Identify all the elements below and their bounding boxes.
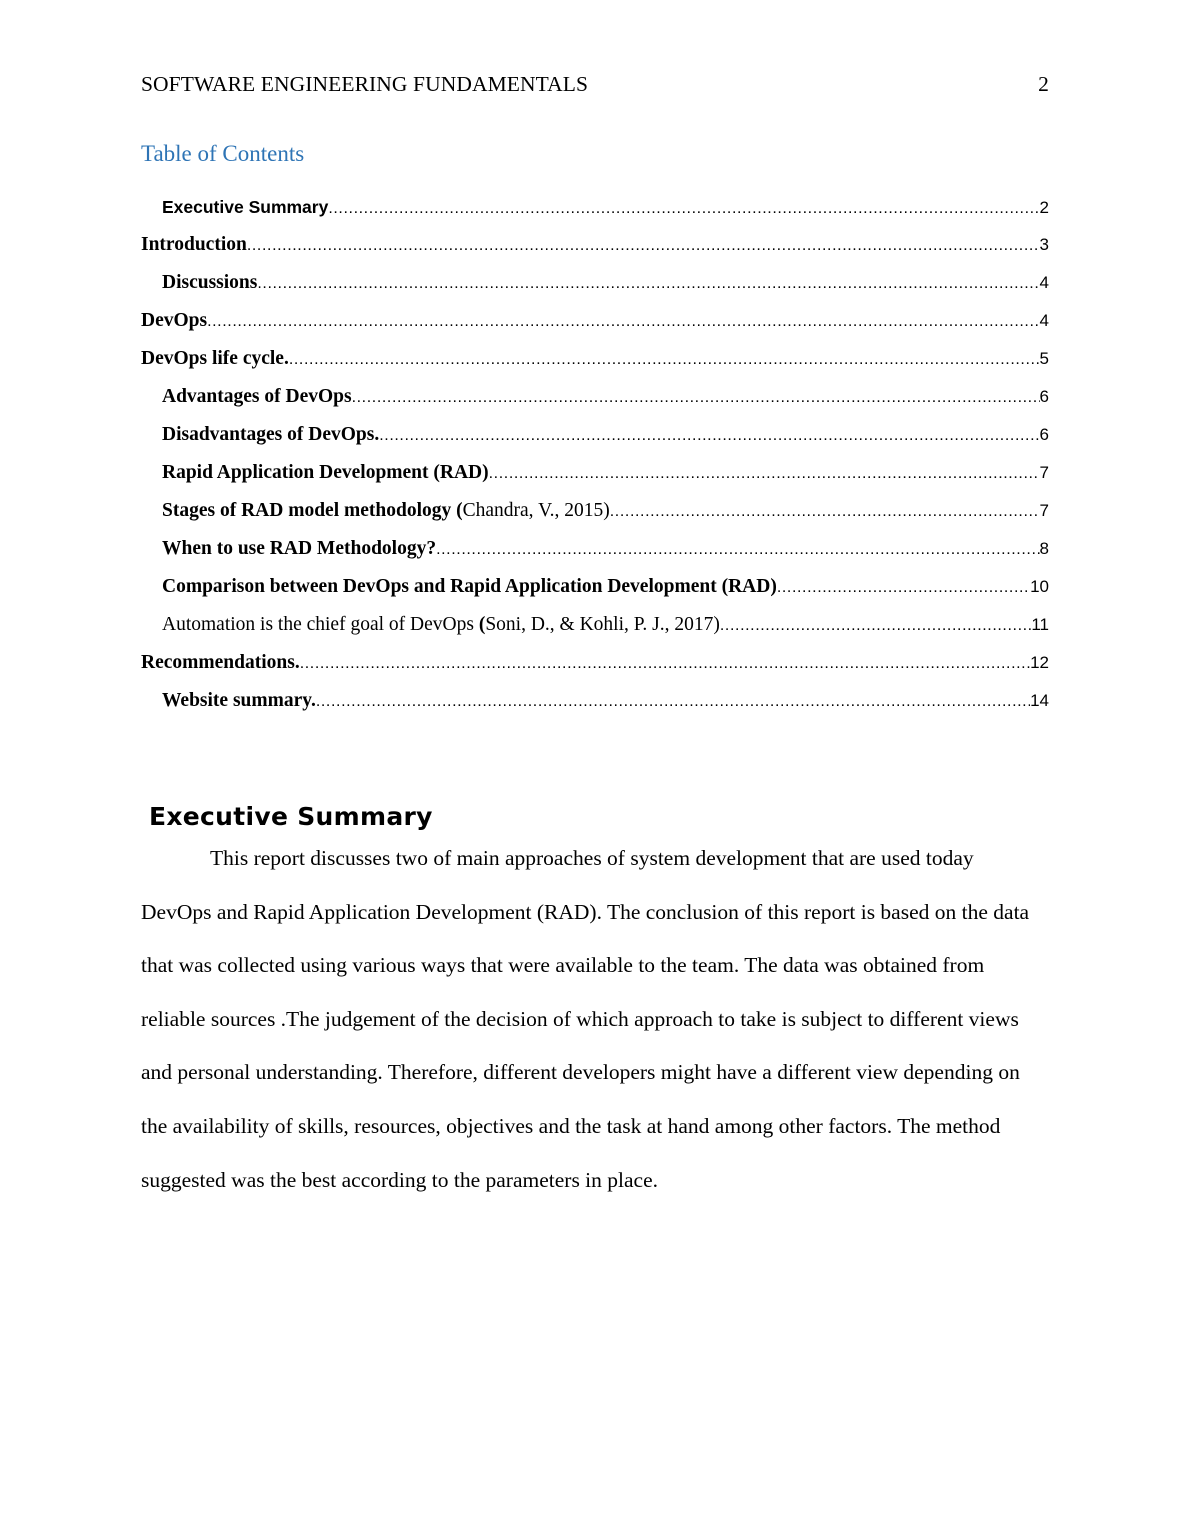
toc-entry-devops-life-cycle[interactable] (141, 345, 1049, 383)
toc-entry-label: DevOps (141, 310, 208, 331)
toc-title: Table of Contents (141, 141, 305, 166)
toc-leader (777, 574, 1030, 602)
toc-page-number: 4 (1039, 273, 1049, 292)
toc-entry-label: DevOps life cycle. (141, 348, 289, 369)
toc-page-number: 7 (1039, 501, 1049, 520)
toc-page-number: 7 (1039, 463, 1049, 482)
toc-entry-stages-of-rad[interactable] (141, 497, 1049, 535)
toc-page-number: 2 (1039, 198, 1049, 217)
toc-leader (610, 498, 1040, 526)
toc-entry-label: Automation is the chief goal of DevOps (162, 614, 479, 635)
toc-entry-label: When to use RAD Methodology? (162, 538, 437, 559)
toc-entry-label: Website summary. (162, 690, 316, 711)
toc-entry-comparison[interactable] (141, 573, 1049, 611)
toc-entry-automation[interactable] (141, 611, 1049, 649)
toc-entry-label: Disadvantages of DevOps. (162, 424, 380, 445)
toc-entry-citation: Soni, D., & Kohli, P. J., 2017) (485, 614, 720, 635)
toc-page-number: 3 (1039, 235, 1049, 254)
toc-entry-devops[interactable] (141, 307, 1049, 345)
toc-entry-label: Introduction (141, 234, 247, 255)
toc-leader (247, 232, 1040, 260)
toc-page-number: 12 (1030, 653, 1049, 672)
toc-page-number: 4 (1039, 311, 1049, 330)
toc-entry-label: Discussions (162, 272, 258, 293)
toc-leader (300, 650, 1030, 678)
executive-summary-paragraph: This report discusses two of main approaches of system development that are used today DevOps and Rapid Application Development (RAD). The conclusion of this report is based on the data that was collected using various ways that were available to the team. The data was obtained from reliable sources .The judgement of the decision of which approach to take is subject to different views and personal understanding. Therefore, different developers might have a different view depending on the availability of skills, resources, objectives and the task at hand among other factors. The method suggested was the best according to the parameters in place. (141, 846, 1030, 1192)
toc-entry-label: Advantages of DevOps (162, 386, 352, 407)
toc-leader (316, 688, 1030, 716)
toc-entry-advantages-of-devops[interactable] (141, 383, 1049, 421)
toc-entry-executive-summary[interactable] (141, 193, 1049, 231)
toc-leader (720, 612, 1031, 640)
toc-entry-label: Comparison between DevOps and Rapid Application Development (RAD) (162, 576, 777, 597)
toc-entry-discussions[interactable] (141, 269, 1049, 307)
toc-entry-label: Stages of RAD model methodology ( (162, 500, 463, 521)
toc-entry-recommendations[interactable] (141, 649, 1049, 687)
toc-entry-paren: ( (478, 614, 486, 635)
executive-summary-heading: Executive Summary (149, 802, 433, 831)
toc-entry-rapid-application-development[interactable] (141, 459, 1049, 497)
toc-leader (379, 422, 1039, 450)
toc-page-number: 8 (1039, 539, 1049, 558)
toc-leader (289, 346, 1040, 374)
toc-entry-website-summary[interactable] (141, 687, 1049, 725)
toc-entry-label: Recommendations. (141, 652, 300, 673)
running-title: SOFTWARE ENGINEERING FUNDAMENTALS (141, 72, 589, 96)
toc-leader (207, 308, 1039, 336)
table-of-contents (141, 193, 1049, 725)
toc-page-number: 5 (1039, 349, 1049, 368)
toc-leader (257, 270, 1039, 298)
running-header (141, 70, 1049, 98)
toc-page-number: 6 (1039, 425, 1049, 444)
toc-page-number: 6 (1039, 387, 1049, 406)
page-number: 2 (1038, 72, 1049, 96)
toc-leader (489, 460, 1040, 488)
toc-page-number: 10 (1030, 577, 1049, 596)
toc-entry-label: Rapid Application Development (RAD) (162, 462, 489, 483)
toc-entry-when-to-use-rad[interactable] (141, 535, 1049, 573)
toc-leader (352, 384, 1040, 412)
toc-entry-label: Executive Summary (162, 197, 329, 217)
toc-page-number: 14 (1030, 691, 1049, 710)
toc-leader (436, 536, 1039, 564)
toc-leader (328, 195, 1039, 223)
toc-entry-introduction[interactable] (141, 231, 1049, 269)
toc-entry-citation: Chandra, V., 2015) (462, 500, 610, 521)
toc-page-number: 11 (1031, 615, 1049, 634)
toc-entry-disadvantages-of-devops[interactable] (141, 421, 1049, 459)
